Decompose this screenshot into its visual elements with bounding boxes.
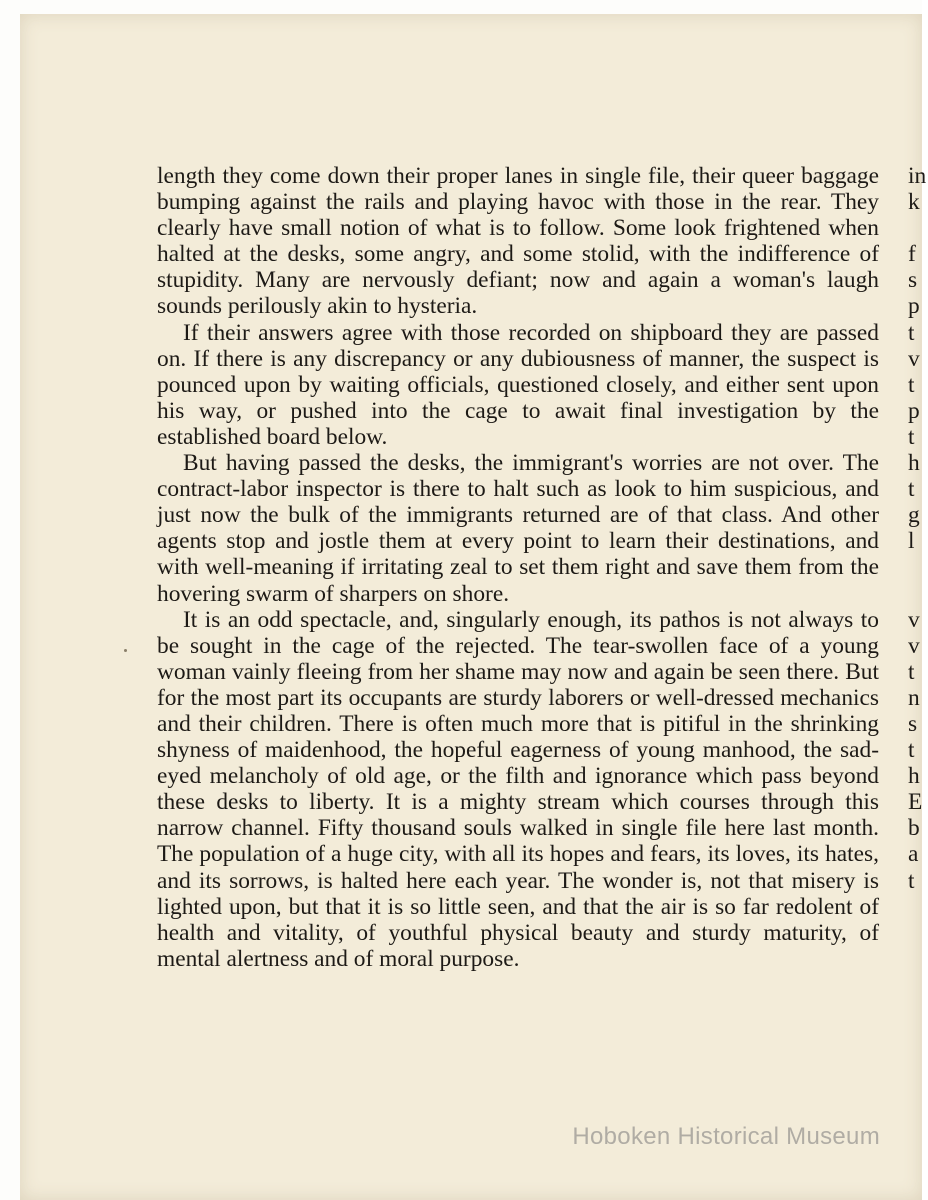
adjacent-column-fragment: t — [908, 658, 915, 685]
adjacent-column-fragment — [908, 554, 928, 580]
adjacent-column-fragment: v — [908, 345, 920, 372]
adjacent-column-fragment: l — [908, 528, 915, 555]
adjacent-column-fragment — [908, 215, 928, 241]
adjacent-column-fragment: t — [908, 476, 915, 503]
paragraph-2: If their answers agree with those recorded on shipboard they are passed on. If there is any discrepancy or any dubiousness of manner, the suspect is pounced upon by waiting officials, questioned closely, and either sent upon his way, or pushed into the cage to await final investigation by the established board below. — [157, 319, 879, 450]
adjacent-column-fragment: t — [908, 737, 915, 764]
adjacent-column-fragment: v — [908, 606, 920, 633]
adjacent-column-fragment: E — [908, 789, 923, 816]
adjacent-column-fragment: t — [908, 423, 915, 450]
adjacent-column-fragment: p — [908, 397, 920, 424]
adjacent-column-fragment: b — [908, 815, 920, 842]
paragraph-4: It is an odd spectacle, and, singularly enough, its pathos is not always to be sought in the cage of the rejected. The tear-swollen face of a young woman vainly fleeing from her shame may now and again be seen there. But for the most part its occupants are sturdy laborers or well-dressed mechanics and their children. There is often much more that is pitiful in the shrinking shyness of maidenhood, the hopeful eagerness of young manhood, the sad-eyed melancholy of old age, or the filth and ignorance which pass beyond these desks to liberty. It is a mighty stream which courses through this narrow channel. Fifty thousand souls walked in single file here last month. The population of a huge city, with all its hopes and fears, its loves, its hates, and its sorrows, is halted here each year. The wonder is, not that misery is lighted upon, but that it is so little seen, and that the air is so far redolent of health and vitality, of youthful physical beauty and sturdy maturity, of mental alertness and of moral purpose. — [157, 606, 879, 972]
adjacent-column-fragment: f — [908, 241, 916, 268]
adjacent-column-fragment: g — [908, 502, 920, 529]
adjacent-column-fragment: h — [908, 763, 920, 790]
adjacent-column-fragment: t — [908, 867, 915, 894]
adjacent-column-fragment: a — [908, 841, 919, 868]
paragraph-3: But having passed the desks, the immigrant's worries are not over. The contract-labor inspector is there to halt such as look to him suspicious, and just now the bulk of the immigrants returned are of that class. And other agents stop and jostle them at every point to learn their destinations, and with well-meaning if irritating zeal to set them right and save them from the hovering swarm of sharpers on shore. — [157, 450, 879, 607]
adjacent-column-fragment: s — [908, 710, 918, 737]
adjacent-column-fragment: in — [908, 163, 927, 189]
museum-watermark: Hoboken Historical Museum — [572, 1123, 880, 1150]
paragraph-1: length they come down their proper lanes in single file, their queer baggage bumping against the rails and playing havoc with those in the rear. They clearly have small notion of what is to follow. Some look frightened when halted at the desks, some angry, and some stolid, with the indifference of stupidity. Many are nervously defiant; now and again a woman's laugh sounds perilously akin to hysteria. — [157, 163, 879, 320]
adjacent-column-fragment: s — [908, 267, 918, 294]
adjacent-column-fragment: p — [908, 293, 920, 320]
paper-speck — [124, 649, 127, 652]
adjacent-column-fragment: v — [908, 632, 920, 659]
adjacent-column-fragment: k — [908, 189, 920, 216]
adjacent-column-fragment: h — [908, 450, 920, 477]
adjacent-column-fragment: n — [908, 684, 920, 711]
adjacent-column-fragment: t — [908, 371, 915, 398]
adjacent-column-edge — [908, 163, 928, 894]
adjacent-column-fragment: t — [908, 319, 915, 346]
adjacent-column-fragment — [908, 581, 928, 607]
article-column — [157, 163, 879, 972]
